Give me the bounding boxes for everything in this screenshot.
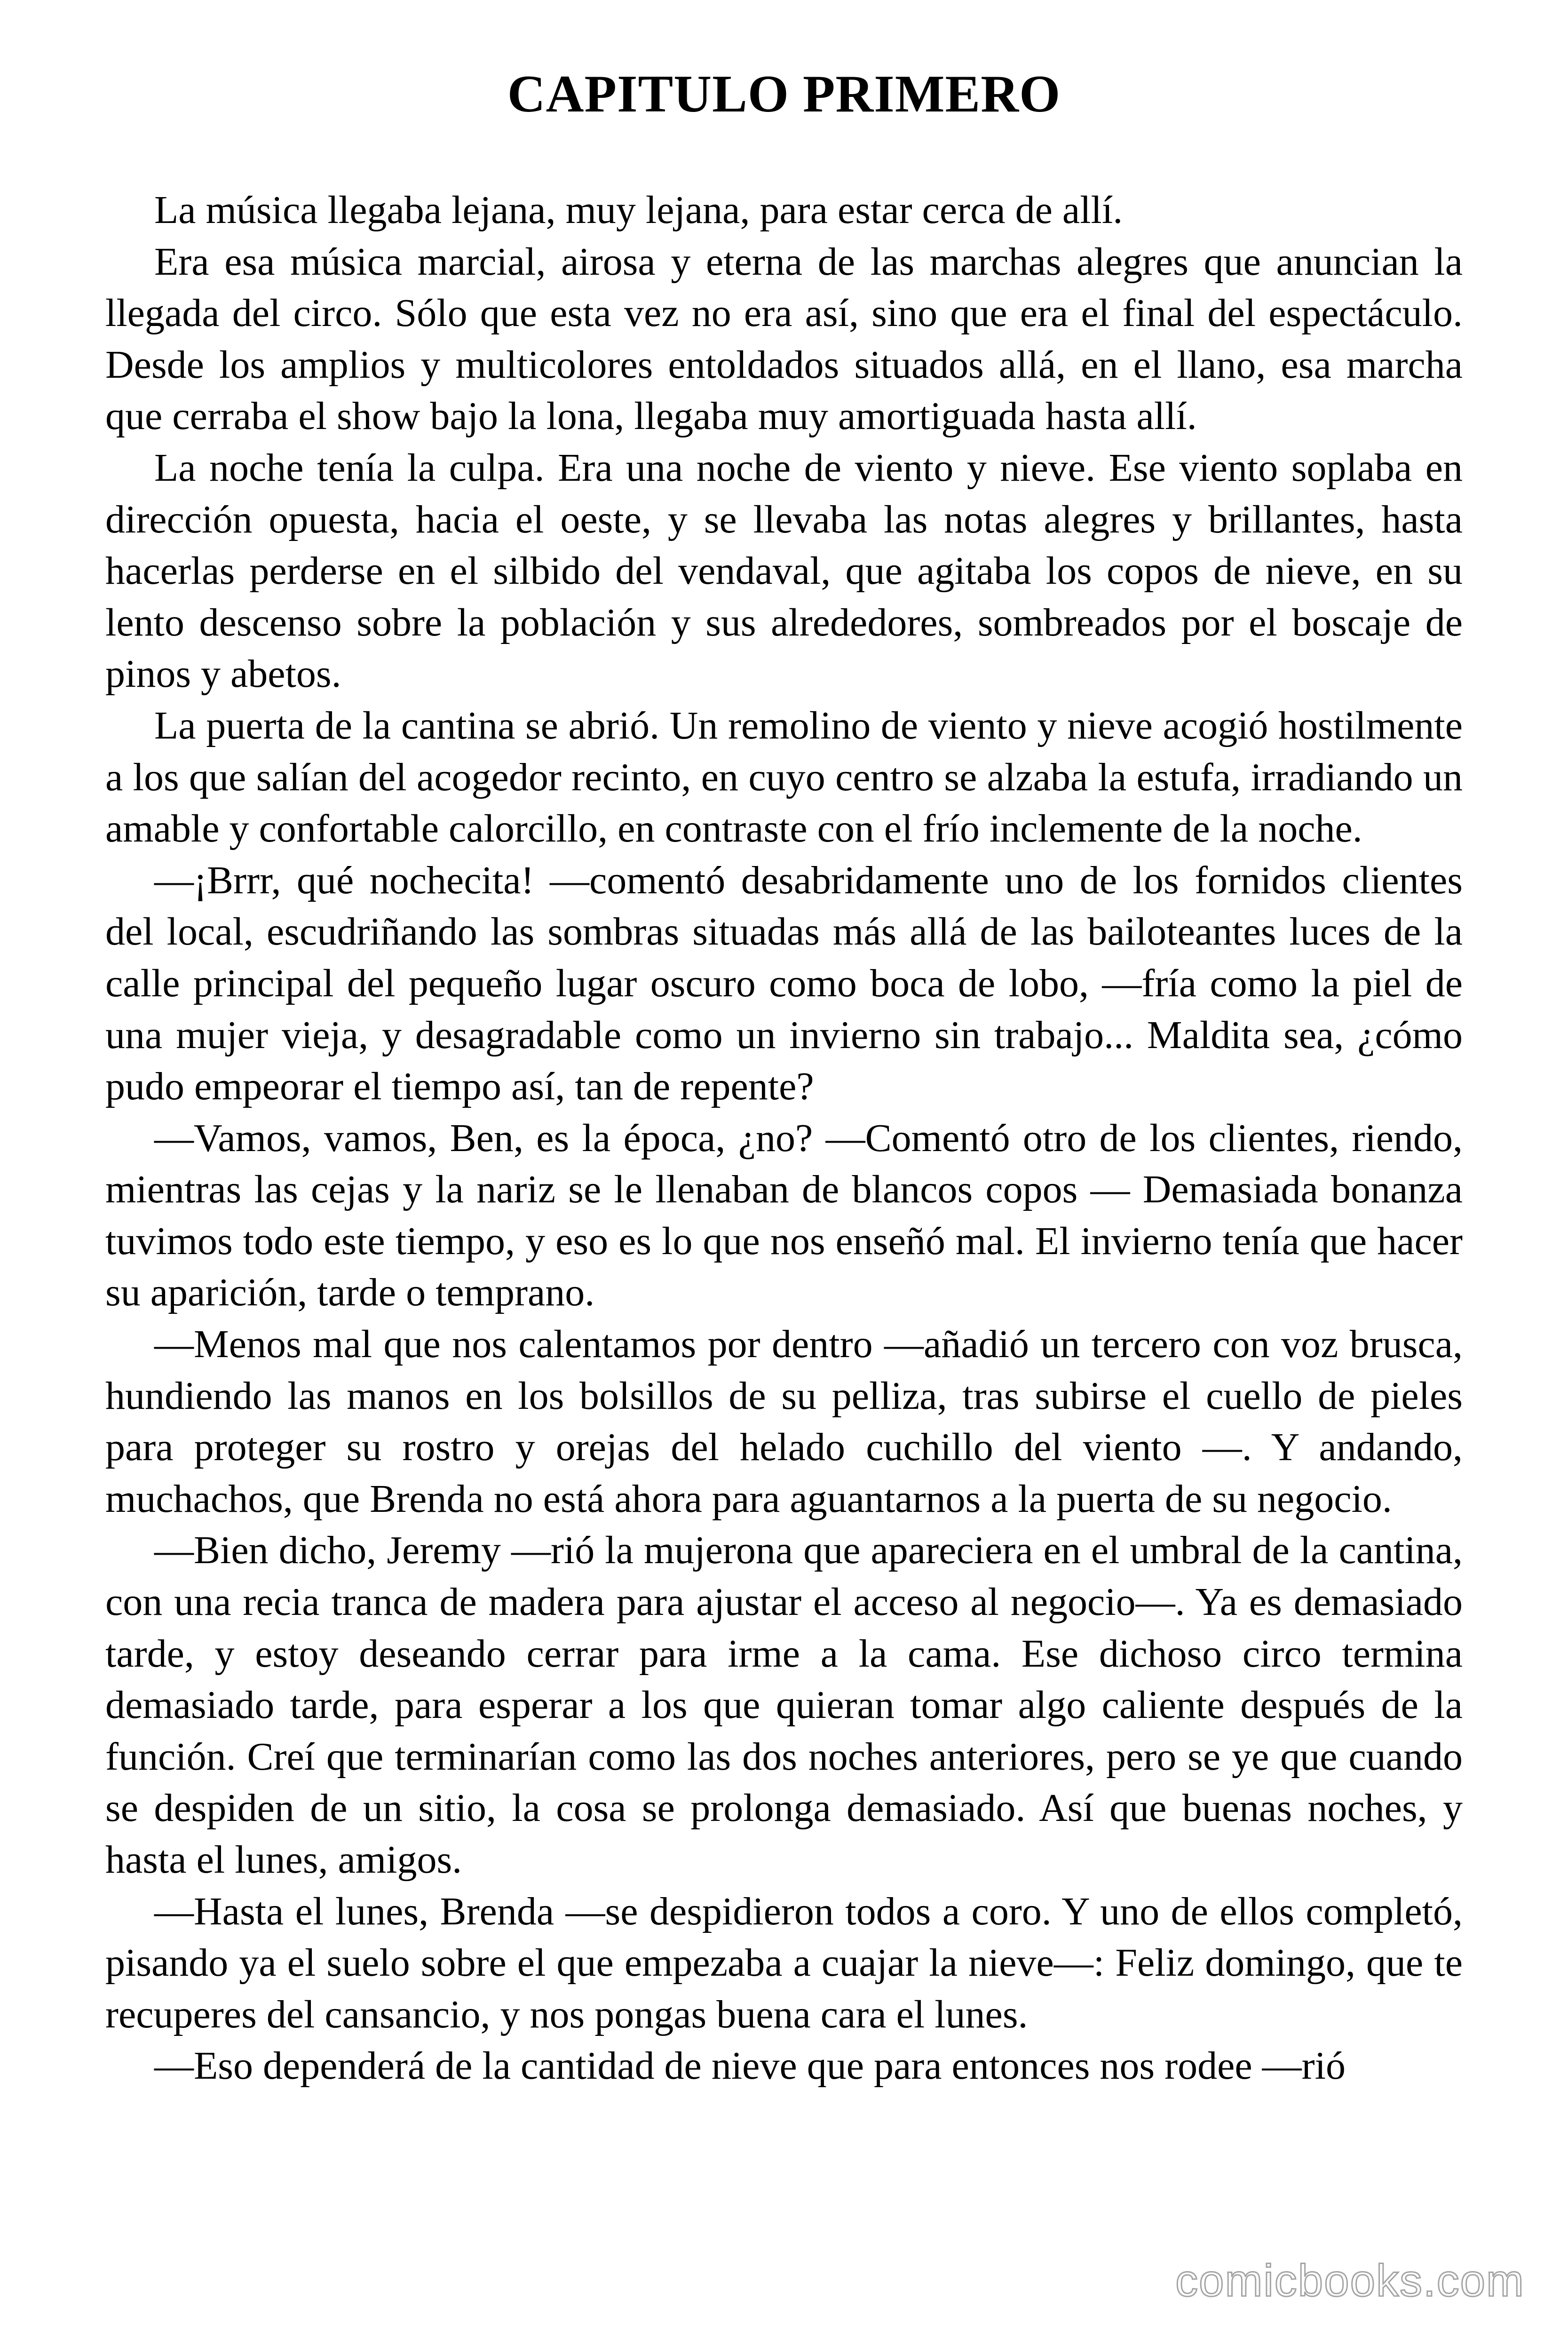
- paragraph: —Bien dicho, Jeremy —rió la mujerona que apareciera en el umbral de la cantina, con una recia tranca de madera para ajustar el acceso al negocio—. Ya es demasiado tarde, y estoy deseando cerrar para irme a la cama. Ese dichoso circo termina demasiado tarde, para esperar a los que quieran tomar algo caliente después de la función. Creí que terminarían como las dos noches anteriores, pero se ye que cuando se despiden de un sitio, la cosa se prolonga demasiado. Así que buenas noches, y hasta el lunes, amigos.: [105, 1528, 1463, 1882]
- paragraph: Era esa música marcial, airosa y eterna de las marchas alegres que anuncian la llegada del circo. Sólo que esta vez no era así, sino que era el final del espectáculo. Desde los amplios y multicolores entoldados situados allá, en el llano, esa marcha que cerraba el show bajo la lona, llegaba muy amortiguada hasta allí.: [105, 239, 1463, 438]
- paragraph: —Eso dependerá de la cantidad de nieve que para entonces nos rodee —rió: [154, 2044, 1346, 2088]
- paragraph: La música llegaba lejana, muy lejana, para estar cerca de allí.: [154, 188, 1123, 232]
- paragraph: —Vamos, vamos, Ben, es la época, ¿no? —Comentó otro de los clientes, riendo, mientras las cejas y la nariz se le llenaban de blancos copos — Demasiada bonanza tuvimos todo este tiempo, y eso es lo que nos enseñó mal. El invierno tenía que hacer su aparición, tarde o temprano.: [105, 1116, 1463, 1315]
- chapter-body: [105, 184, 1463, 2092]
- paragraph: —Menos mal que nos calentamos por dentro —añadió un tercero con voz brusca, hundiendo las manos en los bolsillos de su pelliza, tras subirse el cuello de pieles para proteger su rostro y orejas del helado cuchillo del viento —. Y andando, muchachos, que Brenda no está ahora para aguantarnos a la puerta de su negocio.: [105, 1322, 1463, 1521]
- paragraph: La noche tenía la culpa. Era una noche de viento y nieve. Ese viento soplaba en dirección opuesta, hacia el oeste, y se llevaba las notas alegres y brillantes, hasta hacerlas perderse en el silbido del vendaval, que agitaba los copos de nieve, en su lento descenso sobre la población y sus alrededores, sombreados por el boscaje de pinos y abetos.: [105, 445, 1463, 696]
- chapter-title: CAPITULO PRIMERO: [507, 65, 1061, 123]
- paragraph: La puerta de la cantina se abrió. Un remolino de viento y nieve acogió hostilmente a los que salían del acogedor recinto, en cuyo centro se alzaba la estufa, irradiando un amable y confortable calorcillo, en contraste con el frío inclemente de la noche.: [105, 703, 1463, 851]
- watermark: comicbooks.com: [1175, 2256, 1525, 2306]
- paragraph: —Hasta el lunes, Brenda —se despidieron todos a coro. Y uno de ellos completó, pisando ya el suelo sobre el que empezaba a cuajar la nieve—: Feliz domingo, que te recuperes del cansancio, y nos pongas buena cara el lunes.: [105, 1889, 1463, 2036]
- paragraph: —¡Brrr, qué nochecita! —comentó desabridamente uno de los fornidos clientes del local, escudriñando las sombras situadas más allá de las bailoteantes luces de la calle principal del pequeño lugar oscuro como boca de lobo, —fría como la piel de una mujer vieja, y desagradable como un invierno sin trabajo... Maldita sea, ¿cómo pudo empeorar el tiempo así, tan de repente?: [105, 858, 1463, 1109]
